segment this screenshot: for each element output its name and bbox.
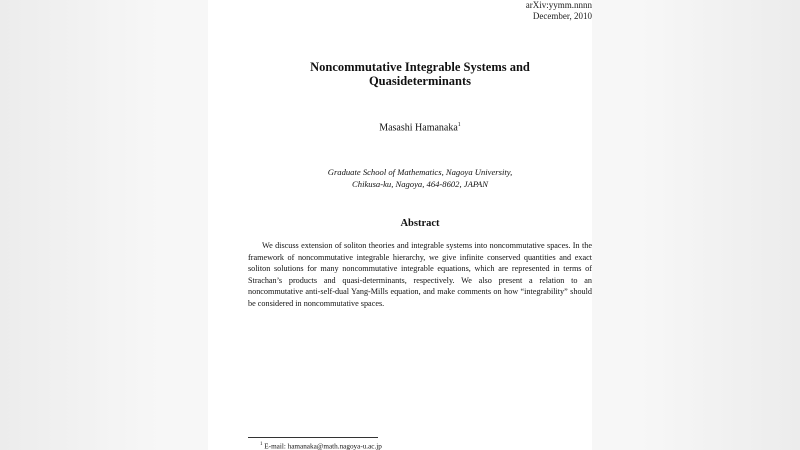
paper-page [208, 0, 592, 450]
paper-author [248, 122, 592, 133]
preprint-header [526, 0, 592, 22]
affiliation-line-2: Chikusa-ku, Nagoya, 464-8602, JAPAN [352, 179, 488, 189]
affiliation-line-1: Graduate School of Mathematics, Nagoya University, [327, 167, 513, 177]
abstract-heading: Abstract [400, 218, 440, 229]
author-email-footnote [260, 440, 382, 450]
preprint-date: December, 2010 [532, 11, 592, 21]
preprint-id: arXiv:yymm.nnnn [525, 0, 592, 10]
author-name: Masashi Hamanaka [379, 122, 458, 134]
abstract-body: We discuss extension of soliton theories and integrable systems into noncommutative spaces. In the framework of noncommutative integrable hierarchy, we give infinite conserved quantities and exact soliton solutions for many noncommutative integrable equations, which are represented in terms of Strachan’s products and quasi-determinants, respectively. We also present a relation to an noncommutative anti-self-dual Yang-Mills equation, and make comments on how “integrability” should be considered in noncommutative spaces. [248, 241, 592, 308]
footnote-text: E-mail: hamanaka@math.nagoya-u.ac.jp [264, 442, 382, 450]
paper-title [248, 60, 592, 88]
author-footnote-mark: 1 [457, 122, 461, 128]
footnote-mark: 1 [260, 442, 263, 447]
paper-title-line-1: Noncommutative Integrable Systems and [310, 60, 530, 74]
footnote-divider [248, 437, 378, 438]
paper-title-line-2: Quasideterminants [368, 74, 472, 88]
author-affiliation [248, 166, 592, 190]
